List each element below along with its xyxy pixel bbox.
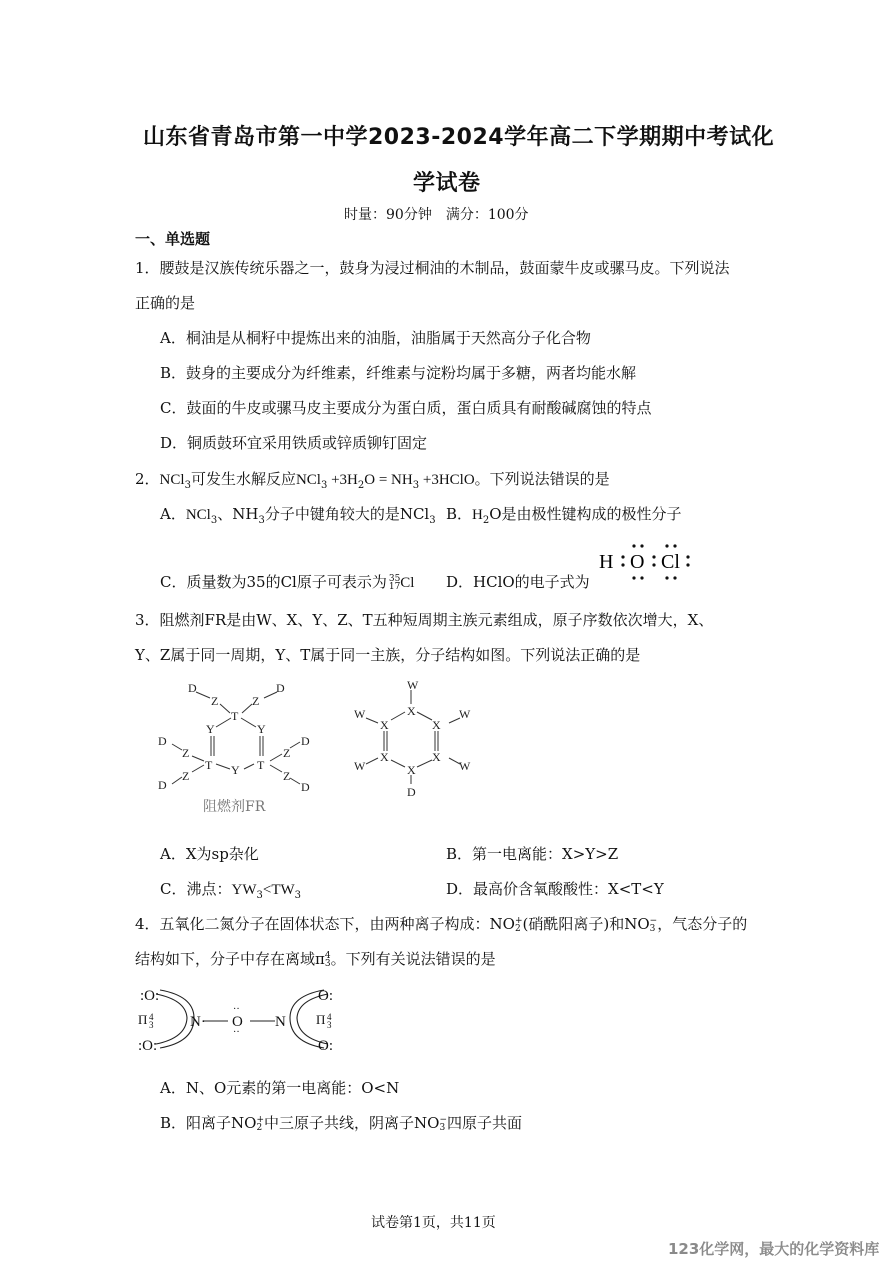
svg-text:X: X: [380, 750, 389, 764]
q1-option-b: B．鼓身的主要成分为纤维素，纤维素与淀粉均属于多糖，两者均能水解: [160, 364, 637, 382]
svg-text:N: N: [275, 1014, 286, 1030]
svg-text:··: ··: [233, 1004, 240, 1015]
svg-text:T: T: [205, 758, 213, 772]
svg-text:Y: Y: [206, 722, 215, 736]
q3-stem-line1: 3．阻燃剂FR是由W、X、Y、Z、T五种短周期主族元素组成，原子序数依次增大，X、: [135, 611, 714, 629]
q2-option-c: C．质量数为35的Cl原子可表示为 35 17Cl: [160, 573, 415, 592]
svg-text:T: T: [257, 758, 265, 772]
svg-text:O: O: [232, 1014, 243, 1030]
svg-text:X: X: [407, 763, 416, 777]
q4-option-b: B．阳离子NO+ 2 中三原子共线，阴离子NO− 3 四原子共面: [160, 1114, 522, 1133]
page-footer: 试卷第1页，共11页: [371, 1215, 496, 1231]
q3-stem-line2: Y、Z属于同一周期，Y、T属于同一主族，分子结构如图。下列说法正确的是: [135, 646, 641, 664]
svg-text:Π: Π: [138, 1012, 148, 1027]
svg-text:D: D: [407, 785, 416, 799]
q4-stem-line1: 4．五氧化二氮分子在固体状态下，由两种离子构成：NO+ 2 (硝酰阳离子)和NO− 3 ，气态分子的: [135, 915, 748, 934]
q2-stem: 2．NCl$_3$可发生水解反应$NCl_3 +3H_2O = NH_3$ +3HClO。下列说法错误的是: [135, 470, 610, 491]
q4-option-a: A．N、O元素的第一电离能：O<N: [160, 1079, 400, 1097]
svg-text:W: W: [459, 707, 471, 721]
svg-text::O:: :O:: [140, 988, 160, 1004]
q3-option-a: A．X为sp杂化: [160, 845, 259, 863]
q1-option-d: D．铜质鼓环宜采用铁质或锌质铆钉固定: [160, 434, 428, 452]
svg-text:W: W: [354, 759, 366, 773]
svg-text:X: X: [432, 750, 441, 764]
svg-text:D: D: [188, 681, 197, 695]
q1-option-a: A．桐油是从桐籽中提炼出来的油脂，油脂属于天然高分子化合物: [160, 329, 591, 347]
n2o5-structure: [132, 978, 352, 1068]
svg-text:3: 3: [327, 1020, 332, 1030]
svg-text:T: T: [231, 709, 239, 723]
svg-text:Z: Z: [283, 746, 291, 760]
svg-text:X: X: [432, 718, 441, 732]
svg-text:Z: Z: [283, 769, 291, 783]
svg-text:Z: Z: [182, 746, 190, 760]
fr-figure-caption: 阻燃剂FR: [203, 799, 266, 815]
svg-text:Z: Z: [252, 694, 260, 708]
svg-text:D: D: [158, 778, 167, 792]
q2-option-a: A．NCl$_3$、$NH_3$分子中键角较大的是NCl$_3$: [160, 505, 436, 526]
exam-meta: 时量：90分钟 满分：100分: [344, 207, 529, 223]
svg-text:W: W: [354, 707, 366, 721]
svg-text:X: X: [380, 718, 389, 732]
paper-title-line2: 学试卷: [413, 171, 481, 196]
fr-structure-right: [346, 676, 486, 801]
paper-title-line1: 山东省青岛市第一中学2023-2024学年高二下学期期中考试化: [143, 125, 775, 150]
svg-text:W: W: [407, 678, 419, 692]
svg-text:D: D: [301, 780, 310, 794]
svg-text:4: 4: [149, 1012, 154, 1022]
svg-text:X: X: [407, 704, 416, 718]
hclo-lewis-structure: [596, 538, 700, 586]
q4-stem-line2: 结构如下，分子中存在离域π4 3。下列有关说法错误的是: [135, 950, 496, 969]
svg-text:Y: Y: [231, 763, 240, 777]
lewis-cl: Cl: [661, 551, 680, 573]
svg-text:4: 4: [327, 1012, 332, 1022]
section-heading: 一、单选题: [135, 230, 211, 248]
svg-text:O:: O:: [318, 1038, 333, 1054]
svg-text::O:: :O:: [138, 1038, 158, 1054]
svg-text:D: D: [301, 734, 310, 748]
q3-option-d: D．最高价含氧酸酸性：X<T<Y: [446, 880, 664, 898]
svg-text:O:: O:: [318, 988, 333, 1004]
svg-text:W: W: [459, 759, 471, 773]
svg-text:··: ··: [233, 1027, 240, 1038]
svg-text:3: 3: [149, 1020, 154, 1030]
lewis-h: H: [599, 551, 614, 573]
q3-option-b: B．第一电离能：X>Y>Z: [446, 845, 619, 863]
q2-option-b: B．$H_2O$是由极性键构成的极性分子: [446, 505, 682, 526]
q2-option-d: D．HClO的电子式为: [446, 573, 590, 591]
q1-stem-line2: 正确的是: [135, 294, 196, 312]
isotope-numbers: 35 17: [388, 574, 401, 592]
svg-text:D: D: [276, 681, 285, 695]
svg-text:Π: Π: [316, 1012, 326, 1027]
q1-stem-line1: 1．腰鼓是汉族传统乐器之一，鼓身为浸过桐油的木制品，鼓面蒙牛皮或骡马皮。下列说法: [135, 259, 730, 277]
watermark: 123化学网，最大的化学资料库: [668, 1240, 880, 1258]
lewis-o: O: [630, 551, 645, 573]
svg-text:Y: Y: [257, 722, 266, 736]
q3-option-c: C．沸点：$YW_3<TW_3$: [160, 880, 302, 901]
svg-text:D: D: [158, 734, 167, 748]
q1-option-c: C．鼓面的牛皮或骡马皮主要成分为蛋白质，蛋白质具有耐酸碱腐蚀的特点: [160, 399, 652, 417]
svg-text:Z: Z: [182, 769, 190, 783]
svg-text:Z: Z: [211, 694, 219, 708]
svg-text:N·: N·: [190, 1014, 206, 1030]
